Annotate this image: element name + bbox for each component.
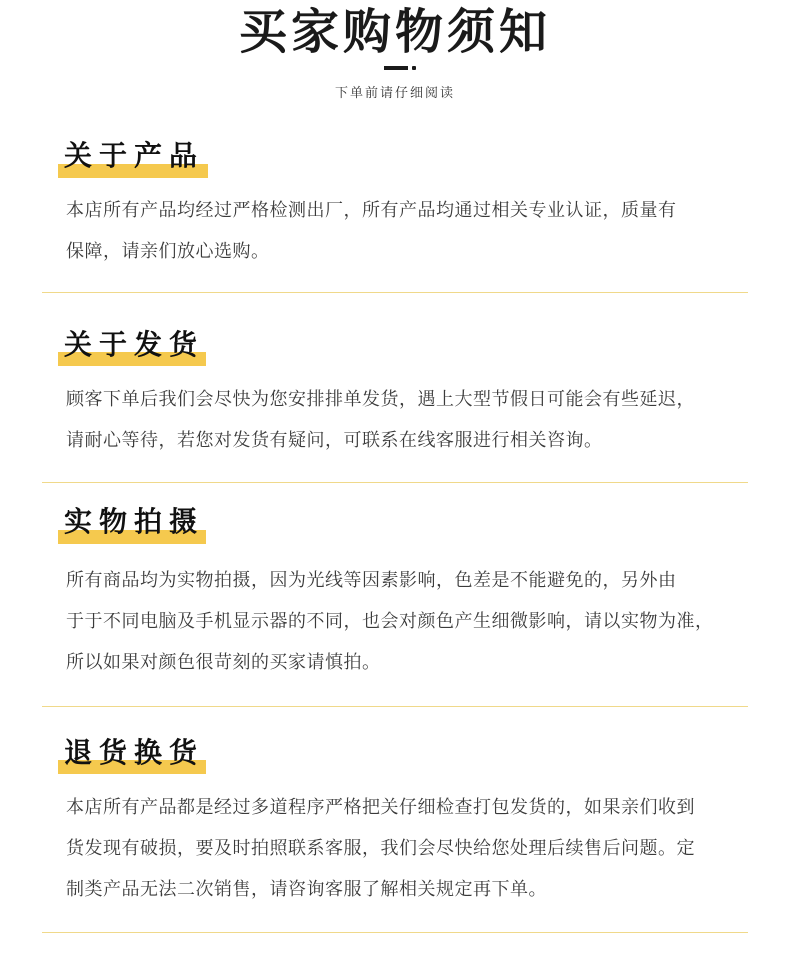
section-body [66, 787, 756, 910]
section-body-line: 所以如果对颜色很苛刻的买家请慎拍。 [66, 652, 381, 673]
section-body-line: 保障，请亲们放心选购。 [66, 241, 270, 262]
page-title: 买家购物须知 [238, 4, 551, 60]
section-body-line: 于于不同电脑及手机显示器的不同，也会对颜色产生细微影响，请以实物为准， [66, 611, 714, 632]
section-heading: 关于发货 [64, 328, 205, 361]
section-divider [42, 932, 748, 933]
section-divider [42, 292, 748, 293]
page-subtitle: 下单前请仔细阅读 [334, 86, 455, 101]
section-body-line: 本店所有产品均经过严格检测出厂，所有产品均通过相关专业认证，质量有 [66, 200, 677, 221]
section-body [66, 379, 756, 461]
section-divider [42, 706, 748, 707]
section-body-line: 货发现有破损，要及时拍照联系客服，我们会尽快给您处理后续售后问题。定 [66, 838, 695, 859]
section-body [66, 560, 756, 683]
section-heading: 退货换货 [64, 736, 205, 769]
section-body-line: 本店所有产品都是经过多道程序严格把关仔细检查打包发货的，如果亲们收到 [66, 797, 695, 818]
section-body-line: 顾客下单后我们会尽快为您安排排单发货，遇上大型节假日可能会有些延迟， [66, 389, 695, 410]
section-body-line: 制类产品无法二次销售，请咨询客服了解相关规定再下单。 [66, 879, 547, 900]
section-divider [42, 482, 748, 483]
section-heading: 实物拍摄 [64, 505, 205, 538]
title-underline-dot [412, 66, 416, 70]
title-underline-dash [384, 66, 408, 70]
section-body-line: 所有商品均为实物拍摄，因为光线等因素影响，色差是不能避免的，另外由 [66, 570, 677, 591]
section-heading: 关于产品 [64, 139, 205, 172]
section-body [66, 190, 756, 272]
section-body-line: 请耐心等待，若您对发货有疑问，可联系在线客服进行相关咨询。 [66, 430, 603, 451]
